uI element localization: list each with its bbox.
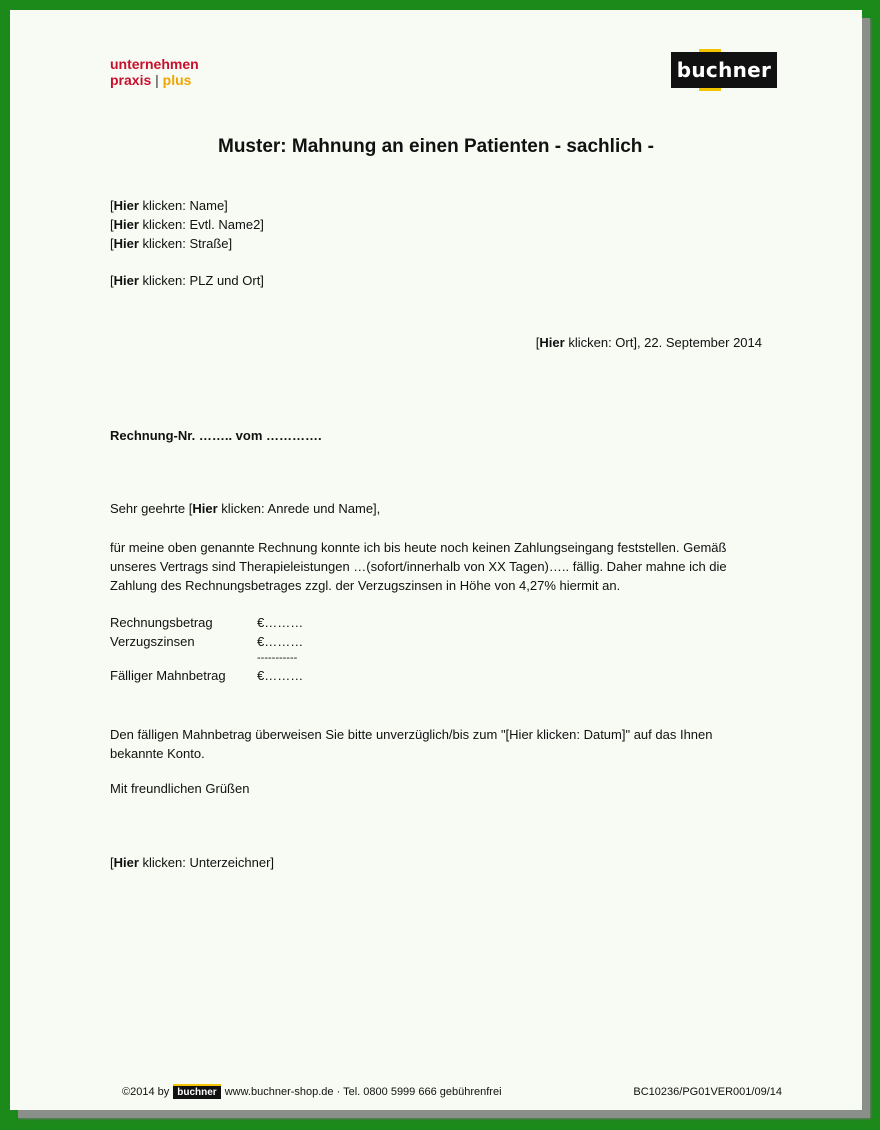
sum-divider: ----------- <box>257 652 298 664</box>
address-street[interactable]: [Hier klicken: Straße] <box>110 236 233 251</box>
invoice-amount-row <box>110 613 303 632</box>
footer-contact: www.buchner-shop.de · Tel. 0800 5999 666 gebührenfrei <box>224 1085 502 1098</box>
brand-line1: unternehmen <box>110 56 199 72</box>
due-amount-row <box>110 666 303 685</box>
address-name2[interactable]: [Hier klicken: Evtl. Name2] <box>110 217 264 232</box>
footer-buchner-logo: buchner <box>173 1084 220 1099</box>
invoice-amount-value: €……… <box>257 615 304 630</box>
closing-greeting: Mit freundlichen Grüßen <box>110 781 250 796</box>
invoice-amount-label: Rechnungsbetrag <box>110 615 213 630</box>
page-footer <box>122 1084 782 1099</box>
address-city[interactable]: [Hier klicken: PLZ und Ort] <box>110 273 264 288</box>
brand-line2b: plus <box>162 72 192 88</box>
interest-label: Verzugszinsen <box>110 634 195 649</box>
amounts-table <box>110 613 303 685</box>
due-amount-label: Fälliger Mahnbetrag <box>110 668 226 683</box>
brand-wordmark <box>110 56 199 88</box>
footer-document-code: BC10236/PG01VER001/09/14 <box>633 1085 782 1098</box>
interest-value: €……… <box>257 634 304 649</box>
brand-separator: | <box>155 72 159 88</box>
document-title: Muster: Mahnung an einen Patienten - sachlich - <box>218 136 654 157</box>
address-name[interactable]: [Hier klicken: Name] <box>110 198 228 213</box>
salutation[interactable]: Sehr geehrte [Hier klicken: Anrede und Name], <box>110 501 381 516</box>
body-paragraph: für meine oben genannte Rechnung konnte ich bis heute noch keinen Zahlungseingang feststellen. Gemäß unseres Vertrags sind Therapieleistungen …(sofort/innerhalb von XX Tagen)….. fällig. Daher mahne ich die Zahlung des Rechnungsbetrages zzgl. der Verzugszinsen in Höhe von 4,27% hiermit an. <box>110 540 727 593</box>
invoice-reference: Rechnung-Nr. …….. vom …………. <box>110 428 322 443</box>
buchner-logo: buchner <box>671 52 777 88</box>
place-date-line[interactable]: [Hier klicken: Ort], 22. September 2014 <box>535 335 762 350</box>
payment-paragraph: Den fälligen Mahnbetrag überweisen Sie bitte unverzüglich/bis zum "[Hier klicken: Datum]" auf das Ihnen bekannte Konto. <box>110 727 713 761</box>
address-block <box>110 196 264 253</box>
due-amount-value: €……… <box>257 668 304 683</box>
document-page <box>10 10 862 1110</box>
signer-placeholder[interactable]: [Hier klicken: Unterzeichner] <box>110 855 275 870</box>
brand-line2a: praxis <box>110 72 152 88</box>
interest-row <box>110 632 303 651</box>
footer-copyright: ©2014 by <box>122 1085 170 1098</box>
